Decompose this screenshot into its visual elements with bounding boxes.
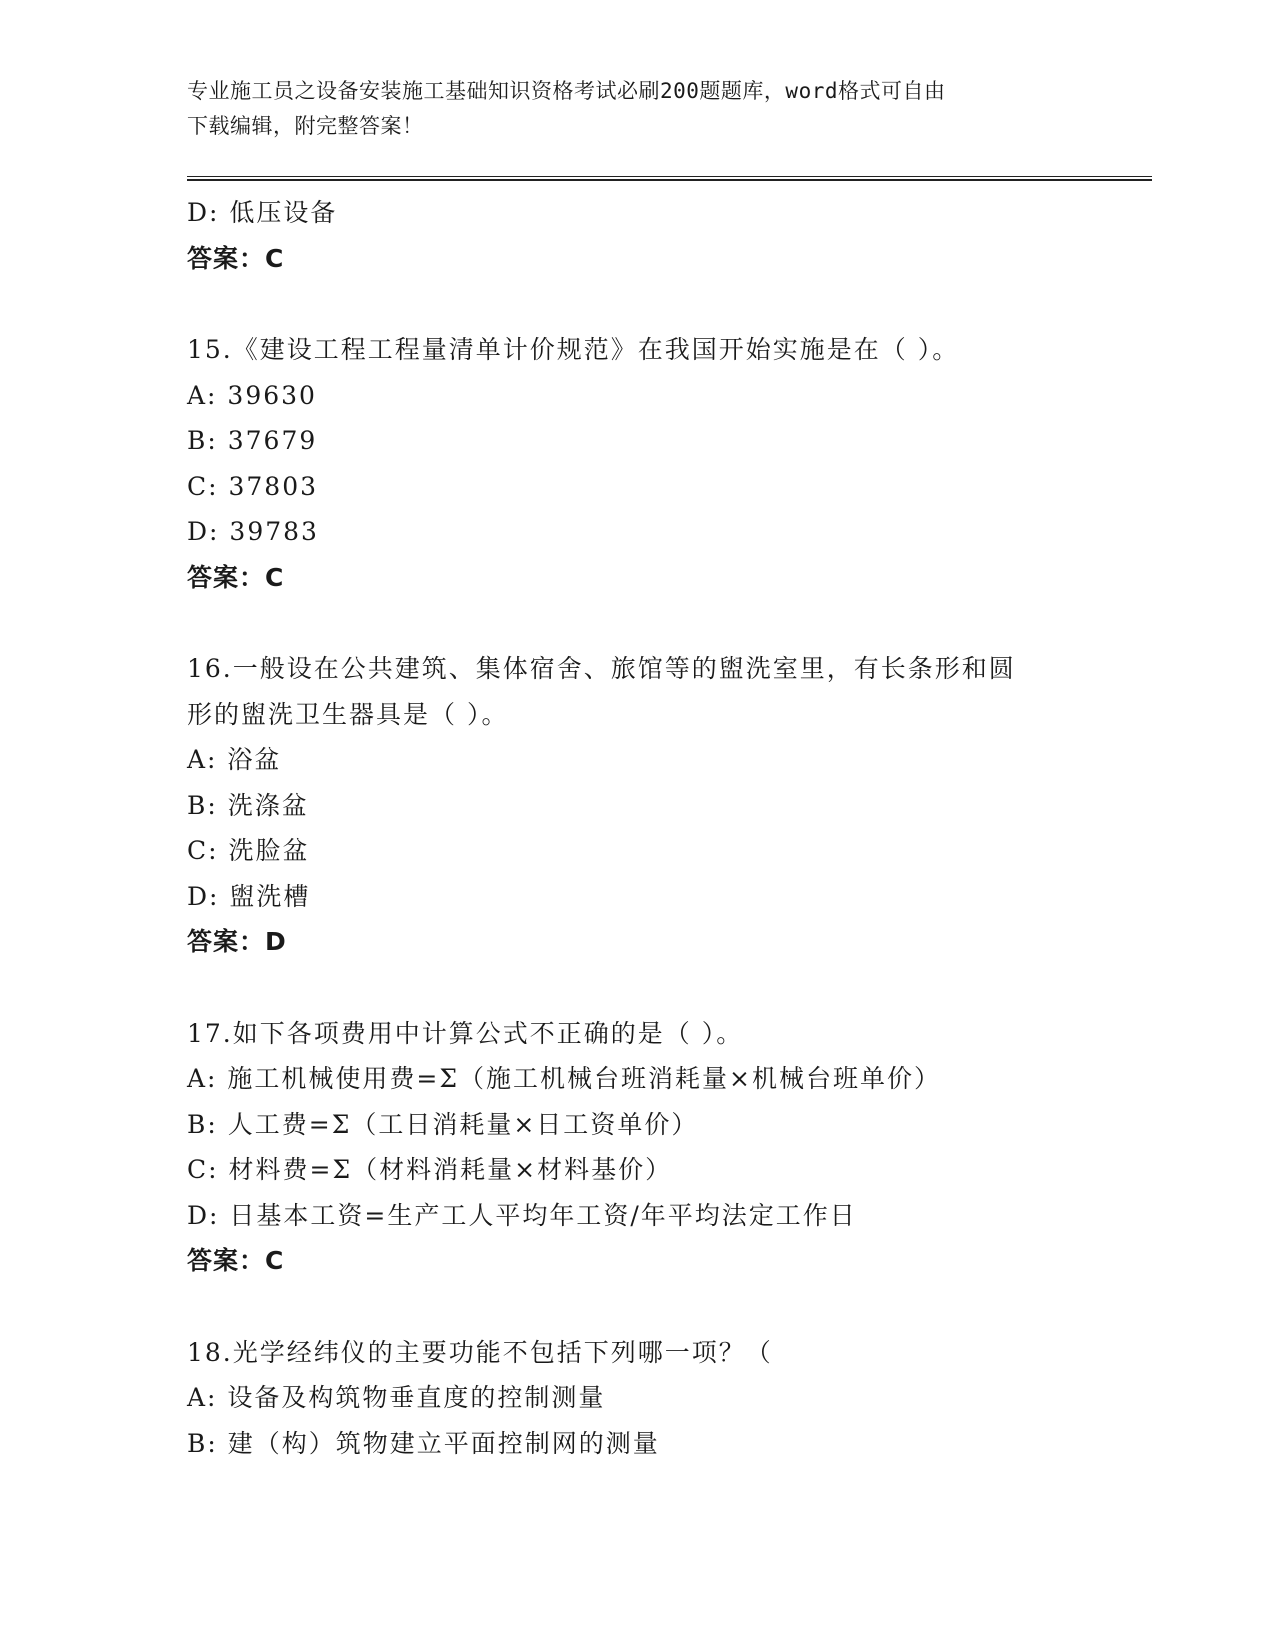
q16-stem-line-2: 形的盥洗卫生器具是（ ）。 — [187, 699, 509, 729]
q15-answer: 答案：C — [187, 562, 285, 592]
q15-stem: 15.《建设工程工程量清单计价规范》在我国开始实施是在（ ）。 — [187, 335, 960, 364]
header-line-1: 专业施工员之设备安装施工基础知识资格考试必刷200题题库，word格式可自由 — [187, 79, 946, 103]
q16-option-a: A: 浴盆 — [187, 745, 282, 774]
q16-stem-line-1: 16.一般设在公共建筑、集体宿舍、旅馆等的盥洗室里，有长条形和圆 — [187, 654, 1016, 683]
q18-option-b: B: 建（构）筑物建立平面控制网的测量 — [187, 1428, 660, 1458]
header-divider — [187, 176, 1152, 181]
q15-option-a: A: 39630 — [187, 380, 317, 410]
q14-option-d: D: 低压设备 — [187, 198, 338, 227]
q16-option-c: C: 洗脸盆 — [187, 836, 310, 865]
q17-option-c: C: 材料费=Σ（材料消耗量×材料基价） — [187, 1155, 673, 1184]
question-content — [187, 190, 1087, 1466]
q17-stem: 17.如下各项费用中计算公式不正确的是（ ）。 — [187, 1018, 744, 1048]
document-header — [187, 74, 1067, 144]
q15-option-d: D: 39783 — [187, 517, 319, 546]
q17-option-b: B: 人工费=Σ（工日消耗量×日工资单价） — [187, 1109, 699, 1139]
q17-answer: 答案：C — [187, 1246, 285, 1275]
q18-stem: 18.光学经纬仪的主要功能不包括下列哪一项？（ — [187, 1337, 773, 1367]
q16-option-b: B: 洗涤盆 — [187, 790, 309, 820]
header-line-2: 下载编辑，附完整答案！ — [187, 114, 424, 138]
q14-answer: 答案：C — [187, 243, 285, 273]
q17-option-d: D: 日基本工资=生产工人平均年工资/年平均法定工作日 — [187, 1200, 857, 1230]
q16-option-d: D: 盥洗槽 — [187, 881, 311, 911]
q15-option-b: B: 37679 — [187, 426, 318, 455]
q15-option-c: C: 37803 — [187, 471, 319, 501]
q16-answer: 答案：D — [187, 927, 287, 956]
q17-option-a: A: 施工机械使用费=Σ（施工机械台班消耗量×机械台班单价） — [187, 1064, 941, 1093]
q18-option-a: A: 设备及构筑物垂直度的控制测量 — [187, 1383, 606, 1412]
